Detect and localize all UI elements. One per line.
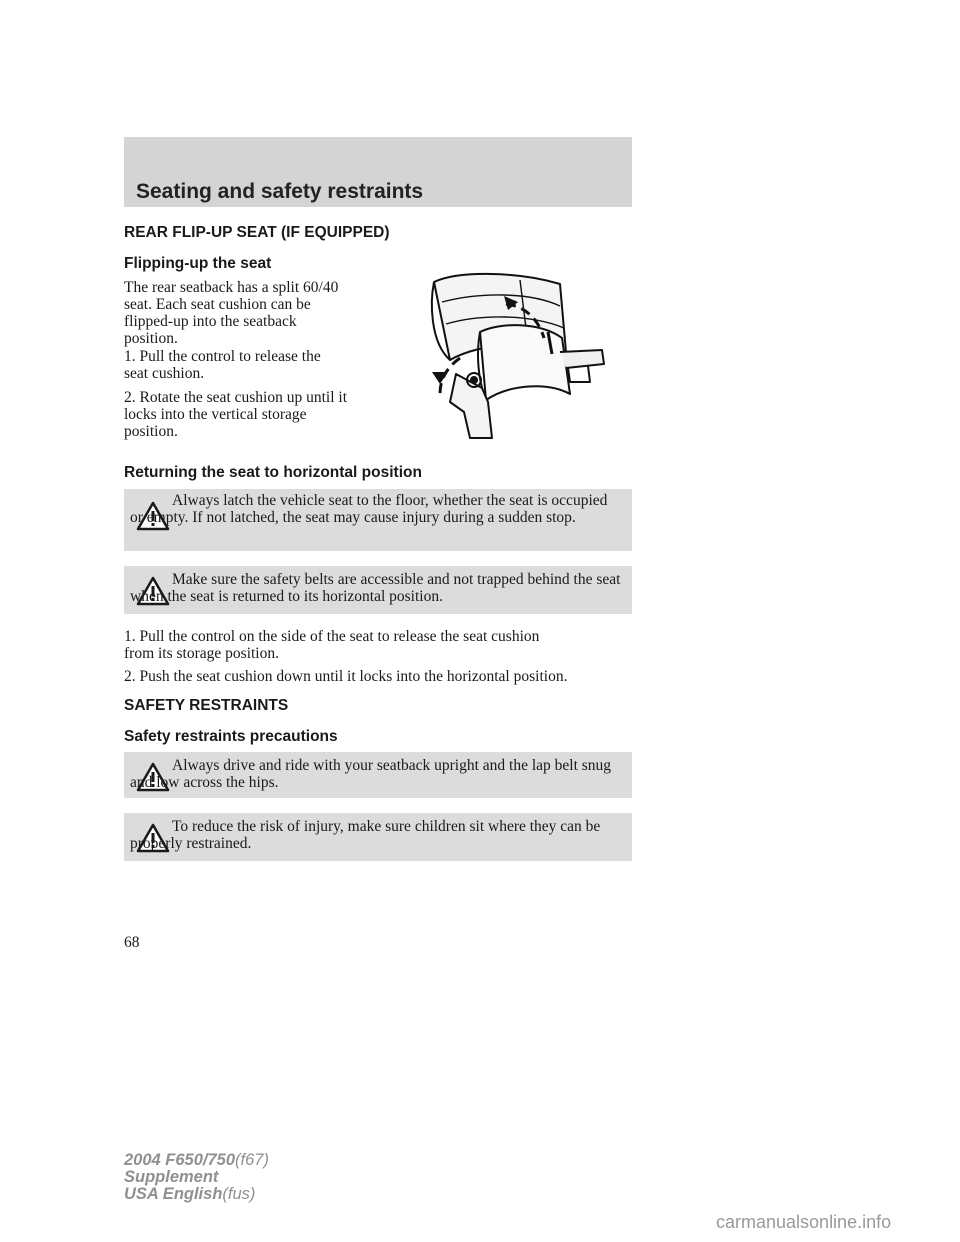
page-number: 68 [124, 934, 140, 951]
warning-text: Always latch the vehicle seat to the floor, whether the seat is occupied or empty. If not latched, the seat may cause injury during a sudden stop. [130, 492, 608, 526]
warning-box-safety-belts [124, 566, 632, 614]
intro-paragraph: The rear seatback has a split 60/40 seat. Each seat cushion can be flipped-up into the seatback position. [124, 279, 339, 347]
warning-box-children [124, 813, 632, 861]
warning-text: To reduce the risk of injury, make sure children sit where they can be properly restrained. [130, 818, 601, 852]
step-2-paragraph: 2. Rotate the seat cushion up until it locks into the vertical storage position. [124, 389, 347, 440]
return-step-2-paragraph: 2. Push the seat cushion down until it locks into the horizontal position. [124, 668, 568, 685]
subheading-returning-seat: Returning the seat to horizontal position [124, 464, 422, 481]
warning-box-seatback-upright [124, 752, 632, 798]
section-heading-safety-restraints: SAFETY RESTRAINTS [124, 697, 289, 714]
step-1-paragraph: 1. Pull the control to release the seat cushion. [124, 348, 321, 382]
return-step-1-paragraph: 1. Pull the control on the side of the seat to release the seat cushion from its storage position. [124, 628, 540, 662]
watermark: carmanualsonline.info [716, 1212, 892, 1232]
subheading-flipping-up: Flipping-up the seat [124, 255, 272, 272]
subheading-restraints-precautions: Safety restraints precautions [124, 728, 338, 745]
warning-text: Make sure the safety belts are accessible and not trapped behind the seat when the seat is returned to its horizontal position. [130, 571, 621, 605]
warning-text: Always drive and ride with your seatback upright and the lap belt snug and low across the hips. [130, 757, 612, 791]
rear-flip-up-seat-illustration [420, 262, 610, 442]
document-footer: 2004 F650/750(f67) Supplement USA English(fus) [124, 1151, 269, 1203]
section-heading-flip-up-seat: REAR FLIP-UP SEAT (IF EQUIPPED) [124, 224, 390, 241]
page-section-title: Seating and safety restraints [136, 180, 424, 203]
warning-box-latch-seat [124, 489, 632, 551]
